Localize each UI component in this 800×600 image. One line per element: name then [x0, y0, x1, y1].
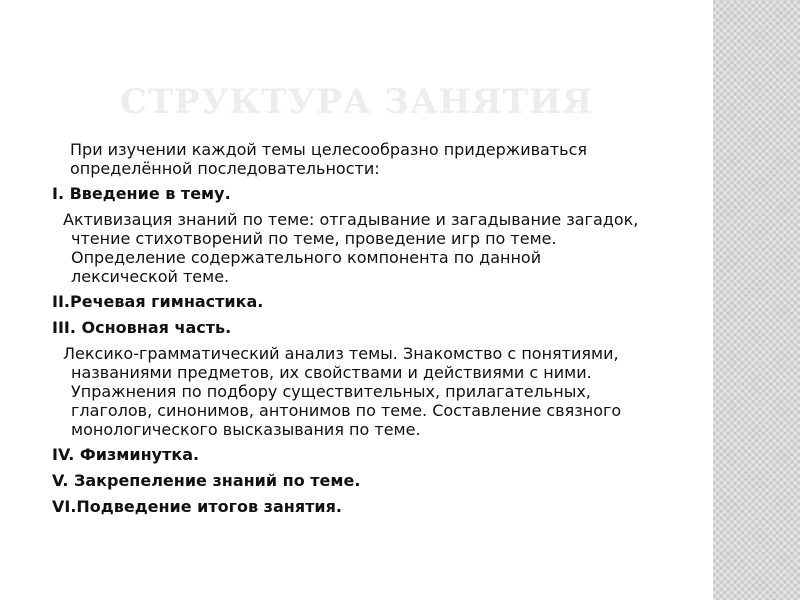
section-heading-speech-gymnastics: II.Речевая гимнастика. [52, 292, 264, 311]
section-text-introduction: Активизация знаний по теме: отгадывание и загадывание загадок, чтение стихотворений по теме, проведение игр по теме. Определение содержательного компонента по данной лексической теме. [63, 210, 639, 286]
slide-title: СТРУКТУРА ЗАНЯТИЯ [119, 82, 594, 122]
intro-text: При изучении каждой темы целесообразно придерживаться определённой последовательности: [70, 140, 588, 178]
section-heading-consolidation: V. Закрепеление знаний по теме. [52, 471, 361, 490]
section-heading-main-part: III. Основная часть. [52, 318, 232, 337]
section-heading-introduction: I. Введение в тему. [52, 184, 231, 203]
decorative-side-band [713, 0, 800, 600]
section-heading-physical-break: IV. Физминутка. [52, 445, 200, 464]
slide-body [52, 140, 652, 523]
section-heading-summary: VI.Подведение итогов занятия. [52, 497, 342, 516]
section-text-main-part: Лексико-грамматический анализ темы. Знакомство с понятиями, названиями предметов, их свойствами и действиями с ними. Упражнения по подбору существительных, прилагательных, глаголов, синонимов, антонимов по теме. Составление связного монологического высказывания по теме. [63, 344, 622, 439]
